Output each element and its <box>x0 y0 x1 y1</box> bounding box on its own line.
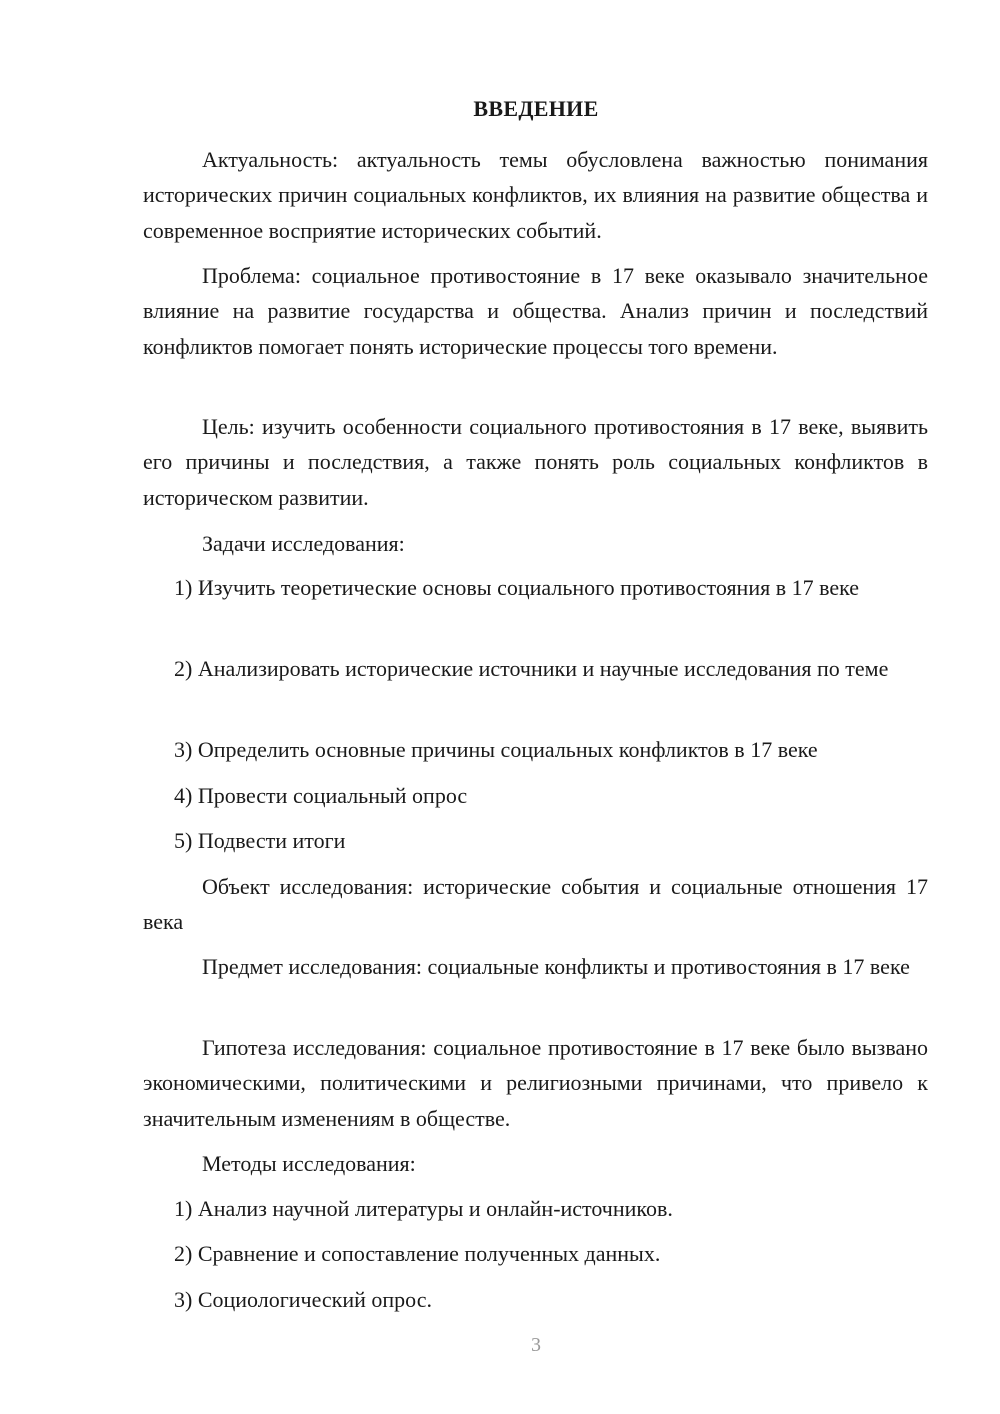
task-item-4: 4) Провести социальный опрос <box>174 783 468 808</box>
method-item-2: 2) Сравнение и сопоставление полученных данных. <box>174 1241 661 1266</box>
problem-paragraph: Проблема: социальное противостояние в 17 веке оказывало значительное влияние на развитие государства и общества. Анализ причин и последствий конфликтов помогает понять исторические процессы того времени. <box>143 263 928 359</box>
task-item-2: 2) Анализировать исторические источники и научные исследования по теме <box>174 656 889 681</box>
tasks-heading: Задачи исследования: <box>202 531 405 556</box>
method-item-1: 1) Анализ научной литературы и онлайн-источников. <box>174 1196 673 1221</box>
task-item-1: 1) Изучить теоретические основы социального противостояния в 17 веке <box>174 575 860 600</box>
goal-paragraph: Цель: изучить особенности социального противостояния в 17 веке, выявить его причины и последствия, а также понять роль социальных конфликтов в историческом развитии. <box>143 414 928 510</box>
task-item-3: 3) Определить основные причины социальных конфликтов в 17 веке <box>174 737 818 762</box>
methods-heading: Методы исследования: <box>202 1151 416 1176</box>
task-item-5: 5) Подвести итоги <box>174 828 346 853</box>
section-heading: ВВЕДЕНИЕ <box>473 96 599 121</box>
page-number: 3 <box>531 1334 541 1356</box>
hypothesis-paragraph: Гипотеза исследования: социальное противостояние в 17 веке было вызвано экономическими, политическими и религиозными причинами, что привело к значительным изменениям в обществе. <box>143 1035 928 1131</box>
method-item-3: 3) Социологический опрос. <box>174 1287 432 1312</box>
subject-paragraph: Предмет исследования: социальные конфликты и противостояния в 17 веке <box>202 954 910 979</box>
relevance-paragraph: Актуальность: актуальность темы обусловлена важностью понимания исторических причин социальных конфликтов, их влияния на развитие общества и современное восприятие исторических событий. <box>143 147 928 243</box>
object-paragraph: Объект исследования: исторические события и социальные отношения 17 века <box>143 874 928 935</box>
